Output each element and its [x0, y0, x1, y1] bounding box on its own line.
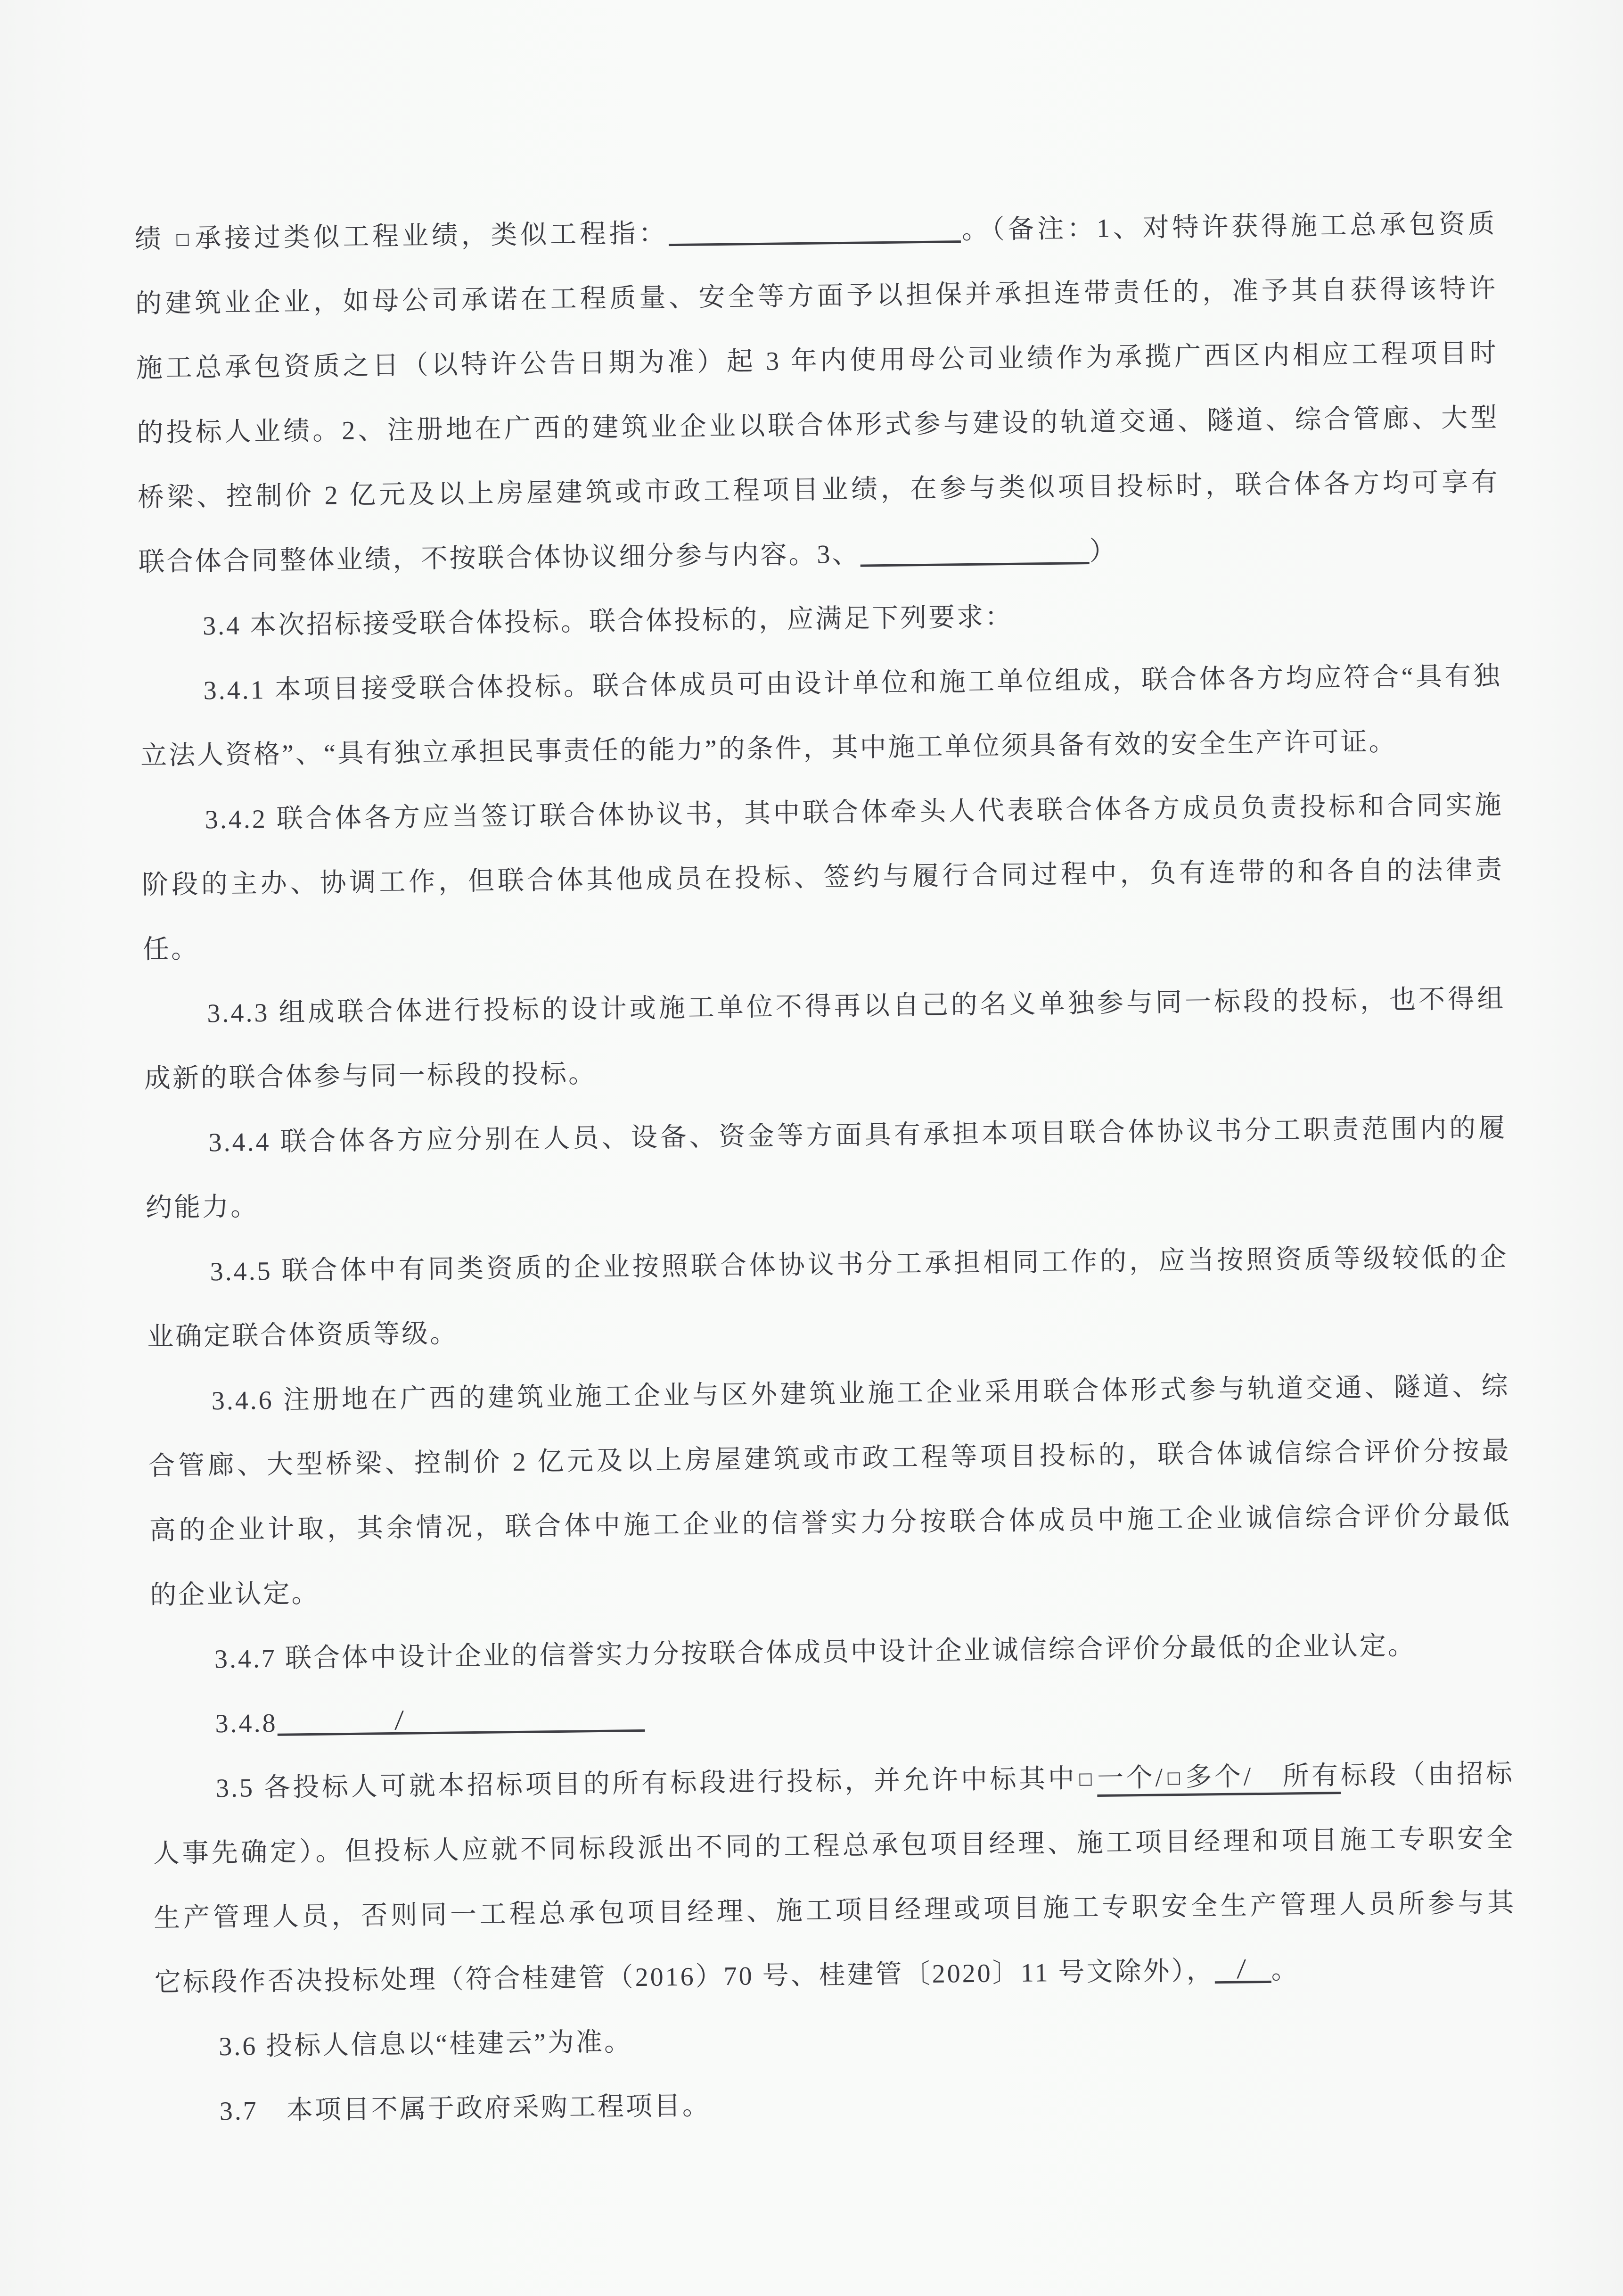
text-run: 3.4.1 本项目接受联合体投标。联合体成员可由设计单位和施工单位组成，联合体各方均应符合“具有独	[203, 661, 1502, 706]
text-run: 3.5 各投标人可就本招标项目的所有标段进行投标，并允许中标其中	[215, 1764, 1077, 1803]
text-run: 3.4.6 注册地在广西的建筑业施工企业与区外建筑业施工企业采用联合体形式参与轨道交通、隧道、综	[211, 1372, 1510, 1416]
text-run: 3.4.8	[215, 1708, 278, 1739]
text-run: 联合体合同整体业绩，不按联合体协议细分参与内容。3、	[138, 539, 861, 577]
handwritten-slash: /	[1236, 1953, 1248, 1986]
text-run: 。	[1271, 1955, 1300, 1985]
fill-in-blank	[1214, 1953, 1271, 1986]
underlined-choice	[1097, 1761, 1341, 1797]
text-run: 它标段作否决投标处理（符合桂建管（2016）70 号、桂建管〔2020〕11 号文除外），	[154, 1956, 1215, 1998]
text-run: 约能力。	[145, 1192, 259, 1223]
text-run: 3.4.5 联合体中有同类资质的企业按照联合体协议书分工承担相同工作的，应当按照资质等级较低的企	[210, 1243, 1508, 1287]
text-run: 绩	[134, 224, 174, 254]
checkbox-icon: □	[1165, 1768, 1182, 1787]
fill-in-blank	[668, 213, 961, 246]
text-run: 桥梁、控制价 2 亿元及以上房屋建筑或市政工程项目业绩，在参与类似项目投标时，联合体各方均可享有	[137, 468, 1500, 512]
text-run: 的企业认定。	[150, 1579, 320, 1610]
text-run: 多个/ 所有	[1185, 1761, 1341, 1792]
checkbox-icon: □	[175, 229, 192, 249]
fill-in-blank	[277, 1702, 645, 1736]
text-run: 3.4.3 组成联合体进行投标的设计或施工单位不得再以自己的名义单独参与同一标段的投标，也不得组	[207, 984, 1506, 1029]
text-run: 合管廊、大型桥梁、控制价 2 亿元及以上房屋建筑或市政工程等项目投标的，联合体诚信综合评价分按最	[148, 1436, 1511, 1481]
text-run: 人事先确定）。但投标人应就不同标段派出不同的工程总承包项目经理、施工项目经理和项目施工专职安全	[153, 1823, 1515, 1868]
fill-in-blank	[860, 535, 1090, 567]
text-run: 的建筑业企业，如母公司承诺在工程质量、安全等方面予以担保并承担连带责任的，准予其自获得该特许	[135, 274, 1498, 319]
text-run: 生产管理人员，否则同一工程总承包项目经理、施工项目经理或项目施工专职安全生产管理人员所参与其	[153, 1888, 1516, 1933]
text-run: 3.7 本项目不属于政府采购工程项目。	[219, 2091, 711, 2126]
text-run: 。（备注：1、对特许获得施工总承包资质	[960, 209, 1497, 245]
text-run: 3.4.4 联合体各方应分别在人员、设备、资金等方面具有承担本项目联合体协议书分工职责范围内的履	[208, 1113, 1507, 1158]
text-run: 标段（由招标	[1340, 1759, 1515, 1791]
text-run: 施工总承包资质之日（以特许公告日期为准）起 3 年内使用母公司业绩作为承揽广西区内相应工程项目时	[136, 338, 1499, 383]
text-run: 阶段的主办、协调工作，但联合体其他成员在投标、签约与履行合同过程中，负有连带的和各自的法律责	[141, 855, 1504, 900]
checkbox-icon: □	[1078, 1769, 1094, 1788]
handwritten-slash: /	[394, 1704, 406, 1737]
text-run: 的投标人业绩。2、注册地在广西的建筑业企业以联合体形式参与建设的轨道交通、隧道、综合管廊、大型	[137, 403, 1499, 448]
text-run: 高的企业计取，其余情况，联合体中施工企业的信誉实力分按联合体成员中施工企业诚信综合评价分最低	[149, 1501, 1512, 1546]
text-run: 3.6 投标人信息以“桂建云”为准。	[218, 2027, 633, 2062]
text-run: 立法人资格”、“具有独立承担民事责任的能力”的条件，其中施工单位须具备有效的安全生产许可证。	[140, 727, 1397, 771]
text-run: 3.4.7 联合体中设计企业的信誉实力分按联合体成员中设计企业诚信综合评价分最低的企业认定。	[214, 1631, 1417, 1674]
text-run: 3.4.2 联合体各方应当签订联合体协议书，其中联合体牵头人代表联合体各方成员负责投标和合同实施	[205, 790, 1503, 835]
text-run: 一个/	[1097, 1763, 1165, 1794]
text-run: 任。	[142, 934, 200, 964]
text-run: 承接过类似工程业绩，类似工程指：	[194, 219, 669, 254]
text-run: 成新的联合体参与同一标段的投标。	[144, 1059, 597, 1094]
text-run: 3.4 本次招标接受联合体投标。联合体投标的，应满足下列要求：	[202, 602, 1014, 641]
text-run: ）	[1089, 536, 1118, 567]
document-text-block	[134, 192, 1518, 2145]
text-run: 业确定联合体资质等级。	[147, 1319, 459, 1352]
